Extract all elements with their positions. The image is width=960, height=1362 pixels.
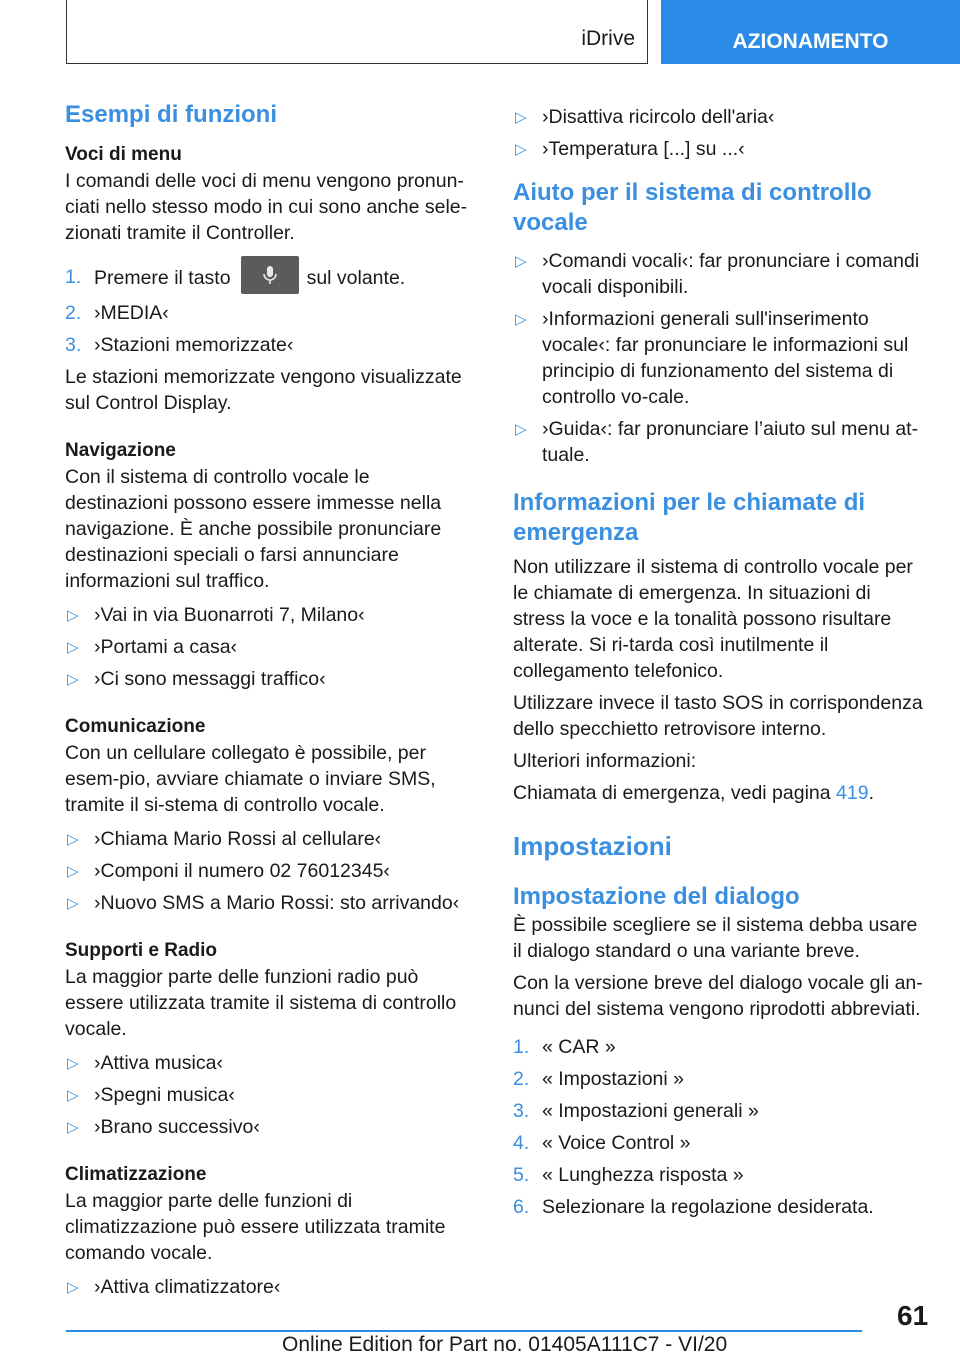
triangle-bullet-icon: ▷ (67, 1279, 79, 1296)
step-number: 5. (513, 1164, 530, 1186)
step-text: « CAR » (542, 1036, 616, 1058)
section-title-emergency: Informazioni per le chiamate di emergenza (513, 489, 866, 546)
heading-navigation: Navigazione (65, 440, 176, 461)
list-item (65, 1082, 477, 1108)
triangle-bullet-icon: ▷ (67, 607, 79, 624)
list-item-text: ›Attiva climatizzatore‹ (94, 1276, 281, 1298)
list-item-text: ›Componi il numero 02 76012345‹ (94, 860, 390, 882)
list-item (65, 666, 477, 692)
footer-divider (66, 1330, 862, 1332)
list-item (513, 1034, 928, 1060)
step-number: 2. (65, 302, 82, 324)
list-media (65, 1050, 477, 1140)
paragraph-comm-intro: Con un cellulare collegato è possibile, per esem-pio, avviare chiamate o inviare SMS, tramite il si-stema di controllo vocale. (65, 742, 436, 816)
list-item-text: ›Attiva musica‹ (94, 1052, 223, 1074)
step-text: « Voice Control » (542, 1132, 691, 1154)
list-voice-help (513, 248, 928, 468)
header-chapter-tab (661, 0, 960, 64)
list-climate (65, 1274, 477, 1300)
list-item (513, 416, 928, 468)
heading-climate: Climatizzazione (65, 1164, 207, 1185)
list-item (513, 1162, 928, 1188)
section-title-settings: Impostazioni (513, 831, 672, 861)
step-number: 3. (65, 334, 82, 356)
header-section-title: iDrive (581, 27, 635, 50)
triangle-bullet-icon: ▷ (515, 141, 527, 158)
list-item-text: ›Spegni musica‹ (94, 1084, 235, 1106)
triangle-bullet-icon: ▷ (67, 895, 79, 912)
list-navigation (65, 602, 477, 692)
list-item-text: ›Temperatura [...] su ...‹ (542, 138, 745, 160)
header-chapter-title: AZIONAMENTO (732, 30, 889, 53)
step-text: « Lunghezza risposta » (542, 1164, 744, 1186)
triangle-bullet-icon: ▷ (67, 639, 79, 656)
section-title-voice-help: Aiuto per il sistema di controllo vocale (513, 179, 872, 236)
page-link-419[interactable]: 419 (836, 782, 869, 804)
triangle-bullet-icon: ▷ (515, 253, 527, 270)
step-number: 6. (513, 1196, 530, 1218)
triangle-bullet-icon: ▷ (67, 1119, 79, 1136)
list-item (65, 1050, 477, 1076)
subsection-title-dialog: Impostazione del dialogo (513, 883, 800, 910)
steps-menu (65, 264, 477, 358)
list-item-text: ›Ci sono messaggi traffico‹ (94, 668, 326, 690)
triangle-bullet-icon: ▷ (515, 109, 527, 126)
triangle-bullet-icon: ▷ (515, 311, 527, 328)
triangle-bullet-icon: ▷ (67, 863, 79, 880)
list-item (513, 104, 928, 130)
steps-settings (513, 1034, 928, 1220)
step-number: 4. (513, 1132, 530, 1154)
list-item-text: ›Disattiva ricircolo dell'aria‹ (542, 106, 775, 128)
list-item-text: ›Vai in via Buonarroti 7, Milano‹ (94, 604, 365, 626)
triangle-bullet-icon: ▷ (67, 831, 79, 848)
step-number: 3. (513, 1100, 530, 1122)
list-item (65, 332, 477, 358)
section-title-examples: Esempi di funzioni (65, 101, 278, 128)
list-item-text: ›Guida‹: far pronunciare l’aiuto sul menu at-tuale. (542, 418, 919, 466)
paragraph-emergency-4 (513, 780, 928, 806)
header-section-box (66, 0, 648, 64)
list-item (513, 1098, 928, 1124)
list-item (65, 858, 477, 884)
paragraph-nav-intro: Con il sistema di controllo vocale le destinazioni possono essere immesse nella navigazione. È anche possibile pronunciare destinazioni speciali o farsi annunciare informazioni sul traffico. (65, 466, 442, 592)
triangle-bullet-icon: ▷ (67, 671, 79, 688)
list-item (513, 1130, 928, 1156)
paragraph-menu-after: Le stazioni memorizzate vengono visualizzate sul Control Display. (65, 366, 462, 414)
voice-button-image (241, 256, 299, 294)
list-communication (65, 826, 477, 916)
paragraph-media-intro: La maggior parte delle funzioni radio può essere utilizzata tramite il sistema di controllo vocale. (65, 966, 457, 1040)
emergency-ref-text: Chiamata di emergenza, vedi pagina (513, 782, 831, 804)
list-item (513, 248, 928, 300)
microphone-icon (262, 265, 278, 285)
footer-edition: Online Edition for Part no. 01405A111C7 - VI/20 (282, 1333, 728, 1356)
list-item-text: ›Informazioni generali sull'inserimento vocale‹: far pronunciare le informazioni sul principio di funzionamento del sistema di controllo vo-cale. (542, 308, 909, 408)
list-item-text: ›Nuovo SMS a Mario Rossi: sto arrivando‹ (94, 892, 460, 914)
left-column (65, 100, 477, 1300)
step-number: 1. (513, 1036, 530, 1058)
paragraph-climate-intro: La maggior parte delle funzioni di climatizzazione può essere utilizzata tramite comando vocale. (65, 1190, 446, 1264)
step-text: « Impostazioni generali » (542, 1100, 759, 1122)
list-item (65, 634, 477, 660)
step-number: 1. (65, 266, 82, 288)
list-item (513, 306, 928, 410)
list-item (65, 890, 477, 916)
list-item (65, 826, 477, 852)
list-item-text: ›Portami a casa‹ (94, 636, 238, 658)
paragraph-emergency-2: Utilizzare invece il tasto SOS in corrispondenza dello specchietto retrovisore interno. (513, 692, 923, 740)
list-item (65, 1274, 477, 1300)
emergency-ref-period: . (868, 782, 874, 804)
list-item (65, 602, 477, 628)
list-item-text: ›Chiama Mario Rossi al cellulare‹ (94, 828, 382, 850)
step-number: 2. (513, 1068, 530, 1090)
list-item (513, 1066, 928, 1092)
page-number: 61 (897, 1300, 929, 1331)
triangle-bullet-icon: ▷ (67, 1087, 79, 1104)
step-text-before: Premere il tasto (94, 267, 231, 290)
right-column (513, 100, 928, 1220)
list-item (513, 1194, 928, 1220)
list-item (65, 1114, 477, 1140)
paragraph-menu-intro: I comandi delle voci di menu vengono pronun-ciati nello stesso modo in cui sono anche sele-zionati tramite il Controller. (65, 170, 468, 244)
paragraph-emergency-3: Ulteriori informazioni: (513, 750, 697, 772)
paragraph-settings-1: È possibile scegliere se il sistema debba usare il dialogo standard o una variante breve. (513, 914, 918, 962)
step-text: « Impostazioni » (542, 1068, 684, 1090)
heading-menu: Voci di menu (65, 144, 182, 165)
triangle-bullet-icon: ▷ (515, 421, 527, 438)
list-climate-continued (513, 104, 928, 162)
list-item (65, 264, 477, 294)
paragraph-emergency-1: Non utilizzare il sistema di controllo vocale per le chiamate di emergenza. In situazioni di stress la voce e la tonalità possono risultare alterate. Si ri-tarda così inutilmente il collegamento telefonico. (513, 556, 913, 682)
heading-communication: Comunicazione (65, 716, 206, 737)
step-text: ›Stazioni memorizzate‹ (94, 334, 294, 356)
list-item (65, 300, 477, 326)
paragraph-settings-2: Con la versione breve del dialogo vocale gli an-nunci del sistema vengono riprodotti abbreviati. (513, 972, 923, 1020)
list-item-text: ›Brano successivo‹ (94, 1116, 260, 1138)
triangle-bullet-icon: ▷ (67, 1055, 79, 1072)
heading-media: Supporti e Radio (65, 940, 217, 961)
list-item (513, 136, 928, 162)
list-item-text: ›Comandi vocali‹: far pronunciare i comandi vocali disponibili. (542, 250, 920, 298)
step-text-after: sul volante. (306, 267, 406, 290)
step-text: ›MEDIA‹ (94, 302, 169, 324)
step-text: Selezionare la regolazione desiderata. (542, 1196, 874, 1218)
